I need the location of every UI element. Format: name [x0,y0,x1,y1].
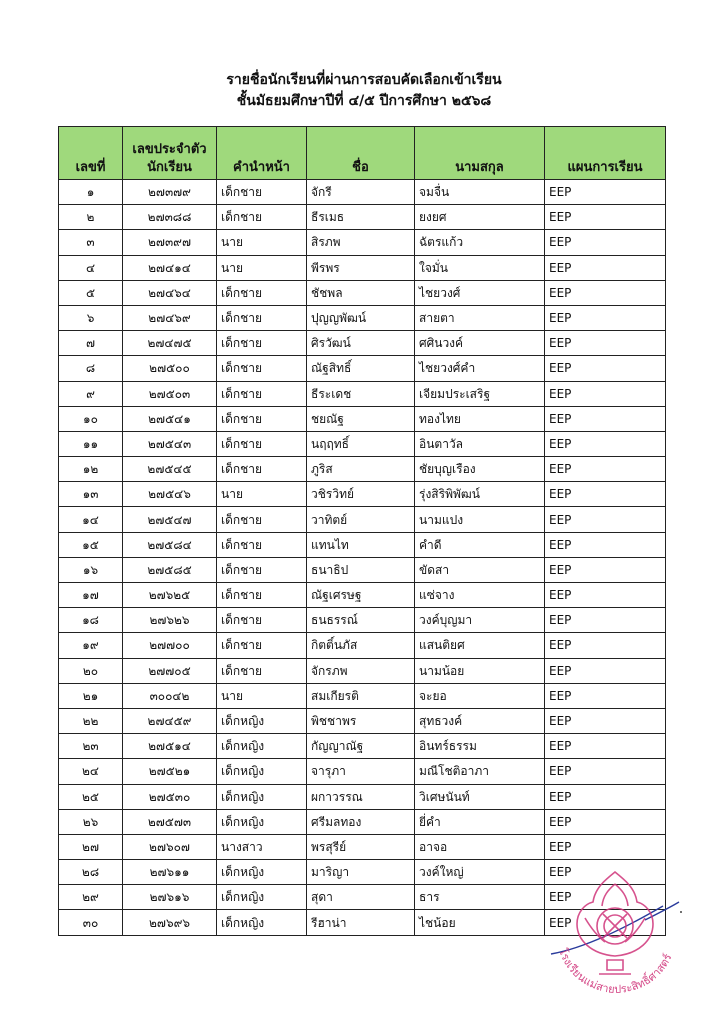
header-program: แผนการเรียน [545,127,666,180]
cell-no: ๒ [59,205,123,230]
table-row [59,583,666,608]
cell-no: ๒๑ [59,683,123,708]
cell-first-name: ธนาธิป [307,557,415,582]
cell-no: ๒๐ [59,658,123,683]
cell-last-name: ไชยวงศ์ [415,280,545,305]
cell-student-id: ๒๗๕๗๓ [123,809,217,834]
cell-program: EEP [545,381,666,406]
cell-prefix: เด็กหญิง [217,809,307,834]
cell-first-name: สุดา [307,885,415,910]
table-row [59,683,666,708]
cell-program: EEP [545,482,666,507]
cell-student-id: ๒๗๕๑๔ [123,734,217,759]
cell-last-name: สุทธวงค์ [415,708,545,733]
header-student-id-line1: เลขประจำตัว [132,142,207,157]
cell-student-id: ๒๗๕๐๐ [123,356,217,381]
cell-first-name: แทนไท [307,532,415,557]
cell-program: EEP [545,583,666,608]
cell-first-name: สมเกียรติ [307,683,415,708]
cell-first-name: ชยณัฐ [307,406,415,431]
cell-first-name: นฤฤทธิ์ [307,431,415,456]
cell-last-name: คำดี [415,532,545,557]
cell-program: EEP [545,532,666,557]
cell-no: ๑ [59,180,123,205]
cell-last-name: นามน้อย [415,658,545,683]
cell-program: EEP [545,180,666,205]
cell-last-name: จะยอ [415,683,545,708]
cell-no: ๑๒ [59,457,123,482]
cell-first-name: พีรพร [307,255,415,280]
cell-no: ๒๔ [59,759,123,784]
cell-program: EEP [545,406,666,431]
signature-stroke [551,902,679,954]
cell-last-name: ใจมั่น [415,255,545,280]
cell-no: ๗ [59,331,123,356]
cell-no: ๒๗ [59,834,123,859]
cell-no: ๑๖ [59,557,123,582]
cell-no: ๑๙ [59,633,123,658]
cell-first-name: ธนธรรณ์ [307,608,415,633]
cell-first-name: มาริญา [307,860,415,885]
cell-no: ๕ [59,280,123,305]
cell-student-id: ๒๗๔๖๙ [123,305,217,330]
cell-no: ๙ [59,381,123,406]
cell-first-name: ผกาวรรณ [307,784,415,809]
table-row [59,557,666,582]
table-row [59,356,666,381]
cell-last-name: แสนติยศ [415,633,545,658]
cell-last-name: รุ่งสิริพิพัฒน์ [415,482,545,507]
cell-prefix: เด็กชาย [217,205,307,230]
header-first-name: ชื่อ [307,127,415,180]
cell-first-name: กัญญาณัฐ [307,734,415,759]
header-last-name: นามสกุล [415,127,545,180]
cell-first-name: รีฮาน่า [307,910,415,935]
cell-prefix: เด็กชาย [217,557,307,582]
cell-program: EEP [545,683,666,708]
cell-student-id: ๓๐๐๔๒ [123,683,217,708]
cell-last-name: วิเศษนันท์ [415,784,545,809]
table-row [59,280,666,305]
cell-program: EEP [545,205,666,230]
cell-prefix: นาย [217,230,307,255]
cell-program: EEP [545,759,666,784]
cell-program: EEP [545,860,666,885]
table-row [59,734,666,759]
cell-student-id: ๒๗๖๑๑ [123,860,217,885]
cell-last-name: ไชยวงศ์คำ [415,356,545,381]
cell-program: EEP [545,834,666,859]
cell-first-name: จักรภพ [307,658,415,683]
cell-program: EEP [545,633,666,658]
cell-first-name: ธีรเมธ [307,205,415,230]
cell-last-name: ไชน้อย [415,910,545,935]
cell-no: ๒๓ [59,734,123,759]
cell-last-name: สายตา [415,305,545,330]
cell-prefix: เด็กชาย [217,305,307,330]
cell-no: ๑๐ [59,406,123,431]
cell-no: ๑๗ [59,583,123,608]
cell-no: ๓ [59,230,123,255]
cell-program: EEP [545,734,666,759]
cell-first-name: ณัฐเศรษฐ [307,583,415,608]
cell-prefix: เด็กชาย [217,658,307,683]
cell-no: ๑๕ [59,532,123,557]
cell-first-name: จักรี [307,180,415,205]
cell-student-id: ๒๗๕๔๗ [123,507,217,532]
table-row [59,331,666,356]
table-row [59,406,666,431]
cell-program: EEP [545,910,666,935]
table-row [59,532,666,557]
cell-last-name: อินทร์ธรรม [415,734,545,759]
cell-first-name: พรสุรีย์ [307,834,415,859]
cell-first-name: กิตติ์นภัส [307,633,415,658]
cell-student-id: ๒๗๗๐๕ [123,658,217,683]
cell-no: ๘ [59,356,123,381]
cell-prefix: เด็กชาย [217,280,307,305]
cell-program: EEP [545,658,666,683]
cell-no: ๒๖ [59,809,123,834]
cell-program: EEP [545,457,666,482]
cell-program: EEP [545,885,666,910]
cell-student-id: ๒๗๕๐๓ [123,381,217,406]
cell-student-id: ๒๗๖๑๖ [123,885,217,910]
table-row [59,205,666,230]
cell-no: ๑๘ [59,608,123,633]
cell-student-id: ๒๗๕๔๓ [123,431,217,456]
cell-program: EEP [545,255,666,280]
cell-student-id: ๒๗๕๘๔ [123,532,217,557]
cell-last-name: ฉัตรแก้ว [415,230,545,255]
cell-student-id: ๒๗๖๒๖ [123,608,217,633]
cell-prefix: เด็กชาย [217,633,307,658]
cell-last-name: ชัยบุญเรือง [415,457,545,482]
cell-student-id: ๒๗๔๕๙ [123,708,217,733]
cell-no: ๒๙ [59,885,123,910]
cell-prefix: เด็กหญิง [217,784,307,809]
cell-student-id: ๒๗๔๑๔ [123,255,217,280]
table-row [59,759,666,784]
cell-prefix: เด็กหญิง [217,860,307,885]
cell-prefix: เด็กหญิง [217,910,307,935]
table-row [59,230,666,255]
cell-first-name: วชิรวิทย์ [307,482,415,507]
cell-no: ๓๐ [59,910,123,935]
cell-program: EEP [545,608,666,633]
cell-no: ๔ [59,255,123,280]
cell-program: EEP [545,784,666,809]
cell-first-name: จารุภา [307,759,415,784]
cell-last-name: อาจอ [415,834,545,859]
cell-prefix: เด็กหญิง [217,708,307,733]
cell-prefix: เด็กชาย [217,583,307,608]
table-body [59,180,666,936]
cell-last-name: มณีโชติอาภา [415,759,545,784]
svg-text:โรงเรียนแม่สายประสิทธิ์ศาสตร์ [556,946,675,996]
document-title-line2: ชั้นมัธยมศึกษาปีที่ ๔/๕ ปีการศึกษา ๒๕๖๘ [236,93,492,109]
cell-program: EEP [545,331,666,356]
cell-first-name: ภูริส [307,457,415,482]
table-row [59,180,666,205]
table-row [59,507,666,532]
header-student-id [123,127,217,180]
table-row [59,708,666,733]
cell-prefix: เด็กหญิง [217,759,307,784]
cell-last-name: ขัดสา [415,557,545,582]
cell-last-name: ยงยศ [415,205,545,230]
document-title-line1: รายชื่อนักเรียนที่ผ่านการสอบคัดเลือกเข้าเรียน [226,72,502,88]
cell-program: EEP [545,280,666,305]
cell-prefix: เด็กชาย [217,331,307,356]
cell-first-name: วาทิตย์ [307,507,415,532]
student-roster-table [58,126,666,936]
cell-student-id: ๒๗๕๔๕ [123,457,217,482]
cell-no: ๒๘ [59,860,123,885]
header-prefix: คำนำหน้า [217,127,307,180]
cell-first-name: ศิรวัฒน์ [307,331,415,356]
cell-last-name: วงค์ใหญ่ [415,860,545,885]
cell-last-name: วงค์บุญมา [415,608,545,633]
cell-last-name: เจียมประเสริฐ [415,381,545,406]
table-row [59,305,666,330]
header-no: เลขที่ [59,127,123,180]
cell-student-id: ๒๗๕๘๕ [123,557,217,582]
cell-student-id: ๒๗๖๙๖ [123,910,217,935]
table-row [59,809,666,834]
cell-last-name: นามแปง [415,507,545,532]
table-row [59,482,666,507]
cell-first-name: ชัชพล [307,280,415,305]
table-row [59,784,666,809]
table-row [59,658,666,683]
cell-program: EEP [545,230,666,255]
table-row [59,255,666,280]
cell-last-name: ทองไทย [415,406,545,431]
cell-no: ๒๒ [59,708,123,733]
cell-first-name: ณัฐสิทธิ์ [307,356,415,381]
cell-program: EEP [545,809,666,834]
cell-program: EEP [545,507,666,532]
cell-student-id: ๒๗๕๔๖ [123,482,217,507]
cell-prefix: เด็กชาย [217,180,307,205]
cell-first-name: ปุญญพัฒน์ [307,305,415,330]
cell-student-id: ๒๗๖๐๗ [123,834,217,859]
cell-student-id: ๒๗๓๙๗ [123,230,217,255]
cell-prefix: นางสาว [217,834,307,859]
cell-student-id: ๒๗๕๓๐ [123,784,217,809]
cell-student-id: ๒๗๕๒๑ [123,759,217,784]
cell-last-name: จมจื่น [415,180,545,205]
cell-student-id: ๒๗๕๔๑ [123,406,217,431]
header-student-id-line2: นักเรียน [147,160,192,175]
cell-prefix: เด็กชาย [217,608,307,633]
cell-no: ๖ [59,305,123,330]
cell-student-id: ๒๗๗๐๐ [123,633,217,658]
table-row [59,834,666,859]
cell-first-name: ศรีมลทอง [307,809,415,834]
cell-student-id: ๒๗๔๗๕ [123,331,217,356]
cell-no: ๑๓ [59,482,123,507]
cell-prefix: เด็กชาย [217,507,307,532]
cell-prefix: เด็กชาย [217,406,307,431]
cell-student-id: ๒๗๓๘๘ [123,205,217,230]
school-seal-stamp [545,858,685,998]
table-row [59,608,666,633]
seal-text: โรงเรียนแม่สายประสิทธิ์ศาสตร์ [556,946,675,996]
cell-prefix: เด็กชาย [217,431,307,456]
cell-last-name: ธาร [415,885,545,910]
cell-prefix: เด็กชาย [217,457,307,482]
cell-prefix: เด็กชาย [217,532,307,557]
cell-program: EEP [545,557,666,582]
cell-program: EEP [545,431,666,456]
cell-student-id: ๒๗๔๖๔ [123,280,217,305]
cell-prefix: เด็กชาย [217,356,307,381]
cell-prefix: เด็กหญิง [217,734,307,759]
cell-prefix: นาย [217,482,307,507]
cell-last-name: แซ่จาง [415,583,545,608]
cell-no: ๑๑ [59,431,123,456]
cell-prefix: เด็กชาย [217,381,307,406]
cell-prefix: นาย [217,683,307,708]
cell-no: ๒๕ [59,784,123,809]
ink-dot [680,911,682,913]
table-row [59,457,666,482]
cell-first-name: ธีระเดช [307,381,415,406]
cell-no: ๑๔ [59,507,123,532]
cell-first-name: พิชชาพร [307,708,415,733]
cell-first-name: สิรภพ [307,230,415,255]
cell-program: EEP [545,708,666,733]
cell-program: EEP [545,305,666,330]
table-row [59,633,666,658]
cell-last-name: ศศินวงค์ [415,331,545,356]
cell-last-name: ยี่คำ [415,809,545,834]
cell-prefix: นาย [217,255,307,280]
cell-student-id: ๒๗๓๗๙ [123,180,217,205]
table-row [59,431,666,456]
table-header [59,127,666,180]
cell-last-name: อินตาวัล [415,431,545,456]
table-row [59,381,666,406]
cell-program: EEP [545,356,666,381]
cell-prefix: เด็กหญิง [217,885,307,910]
cell-student-id: ๒๗๖๒๕ [123,583,217,608]
